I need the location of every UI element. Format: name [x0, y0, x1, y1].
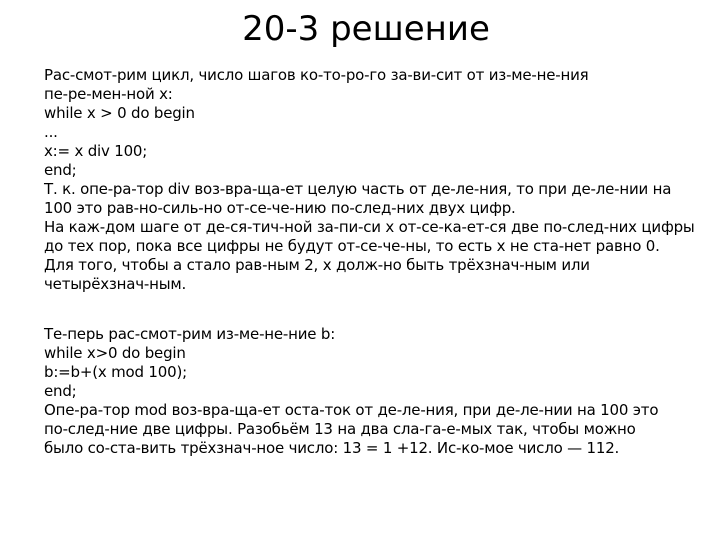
code-line: ...: [44, 123, 58, 141]
code-line: end;: [44, 382, 77, 400]
text-line: 100 это рав-но-силь-но от-се-че-нию по-след-них двух цифр.: [44, 199, 516, 217]
text-line: На каж-дом шаге от де-ся-тич-ной за-пи-си x от-се-ка-ет-ся две по-след-них цифры: [44, 218, 695, 236]
paragraph-change-b: [44, 325, 720, 458]
text-line: было со-ста-вить трёхзнач-ное число: 13 = 1 +12. Ис-ко-мое число — 112.: [44, 439, 620, 457]
text-line: по-след-ние две цифры. Разобьём 13 на два сла-га-е-мых так, чтобы можно: [44, 420, 636, 438]
code-line: x:= x div 100;: [44, 142, 148, 160]
code-line: while x>0 do begin: [44, 344, 186, 362]
code-line: b:=b+(x mod 100);: [44, 363, 187, 381]
text-line: Опе-ра-тор mod воз-вра-ща-ет оста-ток от де-ле-ния, при де-ле-нии на 100 это: [44, 401, 659, 419]
text-line: четырёхзнач-ным.: [44, 275, 187, 293]
text-line: до тех пор, пока все цифры не будут от-се-че-ны, то есть x не ста-нет равно 0.: [44, 237, 660, 255]
text-line: пе-ре-мен-ной x:: [44, 85, 173, 103]
text-line: Для того, чтобы a стало рав-ным 2, x долж-но быть трёхзнач-ным или: [44, 256, 590, 274]
code-line: while x > 0 do begin: [44, 104, 195, 122]
slide-title: 20-3 решение: [242, 9, 490, 49]
paragraph-loop-x: [44, 66, 720, 294]
text-line: Те-перь рас-смот-рим из-ме-не-ние b:: [44, 325, 336, 343]
text-line: Т. к. опе-ра-тор div воз-вра-ща-ет целую часть от де-ле-ния, то при де-ле-нии на: [44, 180, 672, 198]
code-line: end;: [44, 161, 77, 179]
text-line: Рас-смот-рим цикл, число шагов ко-то-ро-го за-ви-сит от из-ме-не-ния: [44, 66, 589, 84]
paragraph-gap: [44, 294, 720, 325]
slide-content: [44, 66, 720, 458]
